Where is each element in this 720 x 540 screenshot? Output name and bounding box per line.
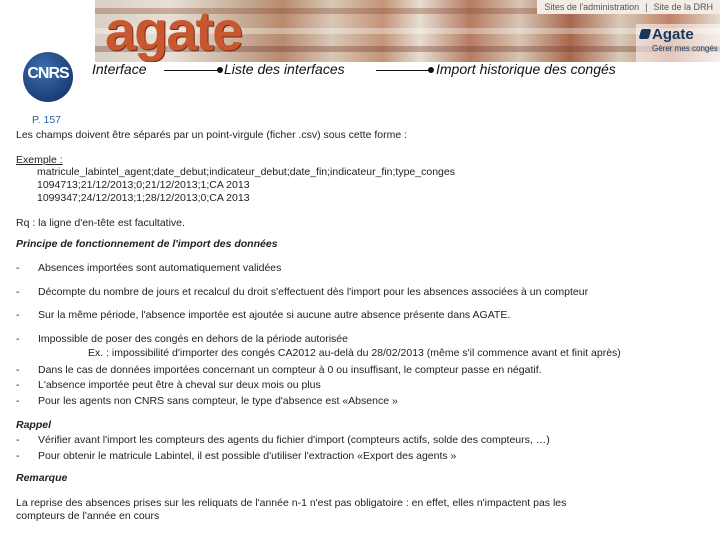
agate-brand-icon <box>639 29 652 39</box>
bullet-text: Absences importées sont automatiquement validées <box>38 262 282 274</box>
rappel-item: Pour obtenir le matricule Labintel, il est possible d'utiliser l'extraction «Export des agents » <box>38 450 457 462</box>
bullet-dash: - <box>16 309 20 321</box>
header-banner <box>95 0 720 62</box>
cnrs-logo <box>23 52 73 102</box>
breadcrumb-item-import: Import historique des congés <box>436 61 616 77</box>
bullet-dash: - <box>16 395 20 407</box>
bullet-dash: - <box>16 286 20 298</box>
top-links <box>537 0 720 14</box>
bullet-dash: - <box>16 450 20 462</box>
cnrs-logo-text: CNRS <box>27 65 69 82</box>
remarque-text: La reprise des absences prises sur les reliquats de l'année n-1 n'est pas obligatoire : en effet, elles n'impactent pas les <box>16 497 567 509</box>
intro-text: Les champs doivent être séparés par un point-virgule (ficher .csv) sous cette forme : <box>16 129 408 141</box>
rappel-item: Vérifier avant l'import les compteurs des agents du fichier d'import (compteurs actifs, solde des compteurs, …) <box>38 434 550 446</box>
example-line: matricule_labintel_agent;date_debut;indicateur_debut;date_fin;indicateur_fin;type_conges <box>37 166 455 178</box>
link-site-drh[interactable]: Site de la DRH <box>653 2 713 12</box>
bullet-text: Sur la même période, l'absence importée est ajoutée si aucune autre absence présente dans AGATE. <box>38 309 511 321</box>
brand-name: Agate <box>652 26 694 43</box>
bullet-dash: - <box>16 333 20 345</box>
bullet-dash: - <box>16 379 20 391</box>
example-line: 1099347;24/12/2013;1;28/12/2013;0;CA 2013 <box>37 192 250 204</box>
bullet-text: Impossible de poser des congés en dehors de la période autorisée <box>38 333 348 345</box>
bullet-text: Dans le cas de données importées concernant un compteur à 0 ou insuffisant, le compteur passe en négatif. <box>38 364 542 376</box>
link-separator: | <box>645 2 648 12</box>
remarque-text: compteurs de l'année en cours <box>16 510 160 522</box>
example-title: Exemple : <box>16 154 63 166</box>
example-line: 1094713;21/12/2013;0;21/12/2013;1;CA 2013 <box>37 179 250 191</box>
brand-tagline: Gérer mes congés <box>652 44 718 53</box>
link-sites-administration[interactable]: Sites de l'administration <box>544 2 640 12</box>
note-text: Rq : la ligne d'en-tête est facultative. <box>16 217 185 229</box>
bullet-text: Pour les agents non CNRS sans compteur, le type d'absence est «Absence » <box>38 395 398 407</box>
page-reference: P. 157 <box>32 114 62 126</box>
bullet-subtext: Ex. : impossibilité d'importer des congés CA2012 au-delà du 28/02/2013 (même s'il commence avant et finit après) <box>88 347 621 359</box>
bullet-text: Décompte du nombre de jours et recalcul du droit s'effectuent dès l'import pour les absences associées à un compteur <box>38 286 589 298</box>
breadcrumb-connector <box>164 70 220 71</box>
breadcrumb-dot <box>428 67 434 73</box>
breadcrumb-connector <box>376 70 431 71</box>
agate-brand[interactable] <box>636 24 720 62</box>
agate-logo[interactable]: agate <box>105 0 242 62</box>
bullet-dash: - <box>16 364 20 376</box>
breadcrumb-item-interface[interactable]: Interface <box>92 61 147 77</box>
bullet-dash: - <box>16 262 20 274</box>
rappel-title: Rappel <box>16 419 52 431</box>
remarque-title: Remarque <box>16 472 68 484</box>
breadcrumb-dot <box>217 67 223 73</box>
bullet-dash: - <box>16 434 20 446</box>
principle-title: Principe de fonctionnement de l'import des données <box>16 238 278 250</box>
bullet-text: L'absence importée peut être à cheval sur deux mois ou plus <box>38 379 321 391</box>
breadcrumb-item-liste[interactable]: Liste des interfaces <box>224 61 345 77</box>
